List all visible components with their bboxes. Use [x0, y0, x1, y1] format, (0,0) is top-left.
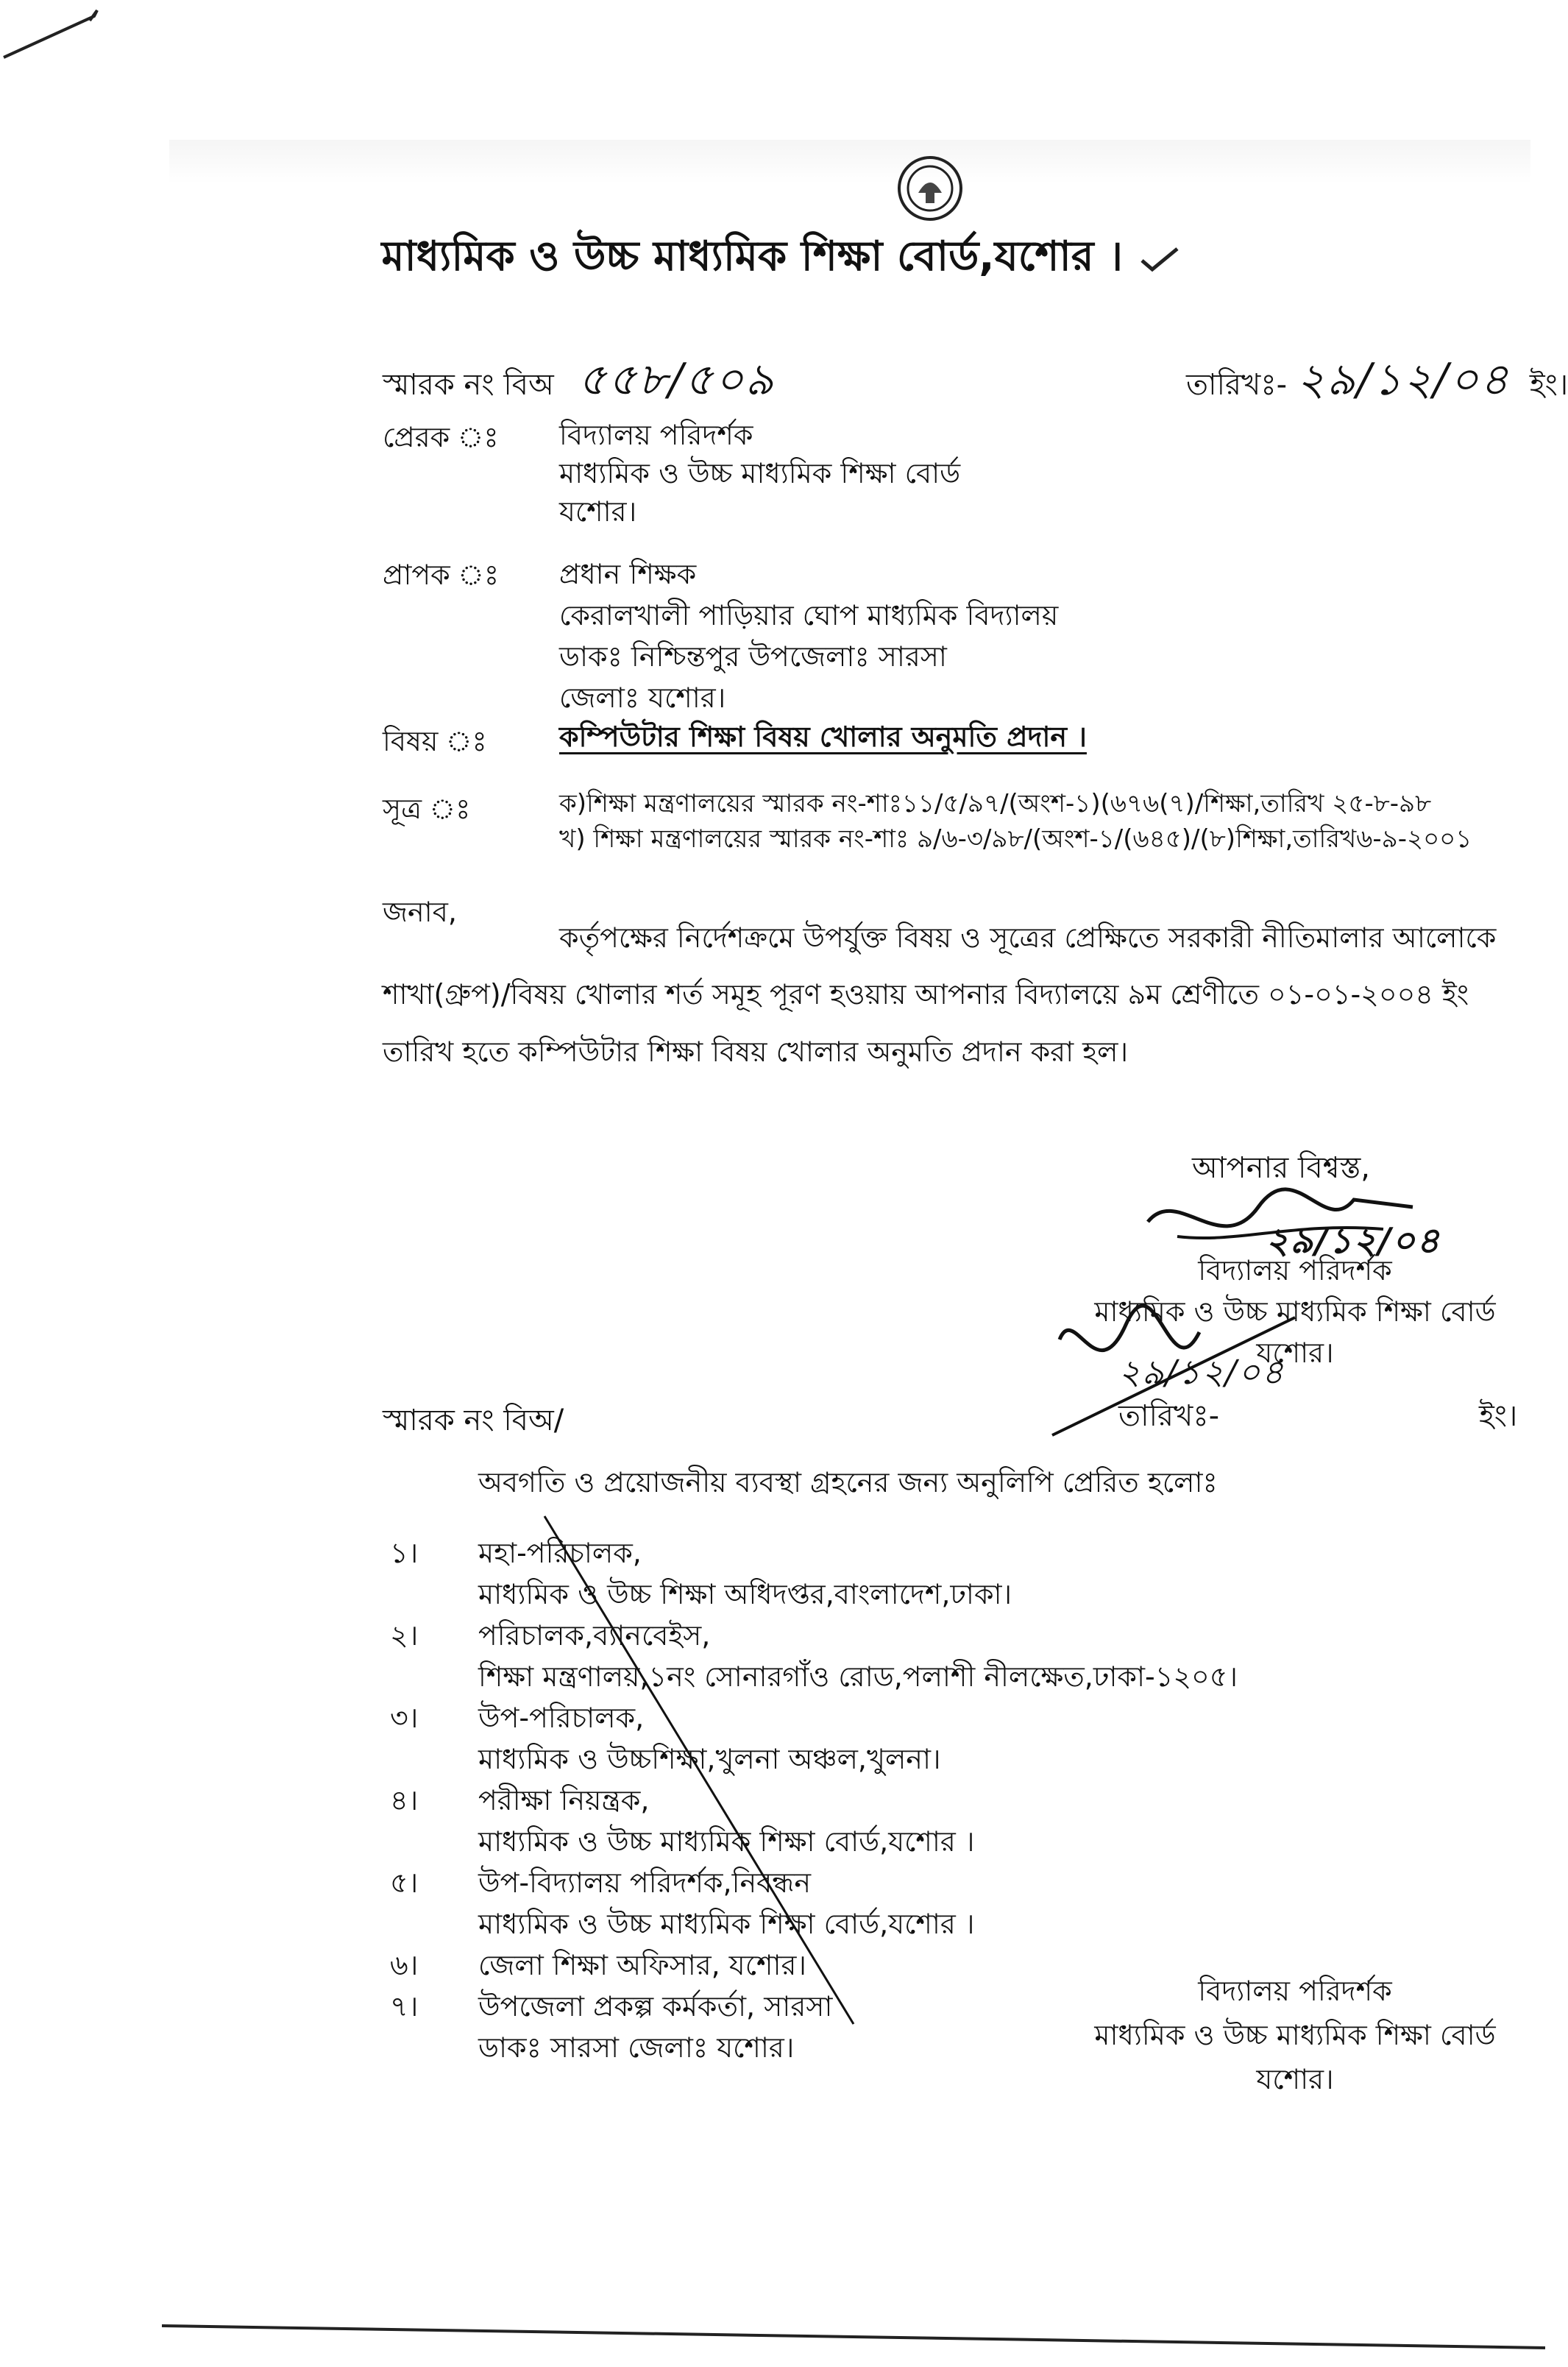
footer-signature-line: যশোর। [1256, 2063, 1334, 2095]
list-num: ৩। [390, 1702, 419, 1734]
list-line1: উপ-বিদ্যালয় পরিদর্শক,নিবন্ধন [478, 1867, 812, 1899]
letterhead-title: মাধ্যমিক ও উচ্চ মাধ্যমিক শিক্ষা বোর্ড,যশোর । [0, 224, 1563, 294]
sender-block [559, 416, 960, 531]
subject-text: কম্পিউটার শিক্ষা বিষয় খোলার অনুমতি প্রদান । [559, 721, 1087, 753]
sender-line: মাধ্যমিক ও উচ্চ মাধ্যমিক শিক্ষা বোর্ড [559, 457, 961, 489]
memo-number-handwritten: ৫৫৮/৫০৯ [578, 354, 776, 406]
strike-line [515, 1509, 883, 2039]
list-line2: মাধ্যমিক ও উচ্চশিক্ষা,খুলনা অঞ্চল,খুলনা। [478, 1743, 941, 1775]
scan-shadow [169, 140, 1530, 184]
list-num: ৭। [390, 1990, 419, 2023]
body-line: তারিখ হতে কম্পিউটার শিক্ষা বিষয় খোলার অনুমতি প্রদান করা হল। [383, 1036, 1129, 1068]
reference-block [559, 786, 1472, 857]
memo-number-row [383, 346, 775, 420]
list-num: ৪। [390, 1784, 419, 1816]
recipient-line: ডাকঃ নিশ্চিন্তপুর উপজেলাঃ সারসা [559, 640, 947, 673]
check-mark-icon [1138, 244, 1182, 274]
list-line2: মাধ্যমিক ও উচ্চ মাধ্যমিক শিক্ষা বোর্ড,যশোর । [478, 1908, 975, 1940]
list-num: ৫। [390, 1867, 419, 1899]
recipient-block [559, 553, 1058, 718]
scan-corner-mark [0, 0, 118, 66]
sender-line: যশোর। [559, 495, 637, 528]
list-num: ১। [390, 1537, 419, 1569]
reference-label: সূত্র ঃ [383, 793, 471, 825]
list-num: ২। [390, 1619, 419, 1652]
list-line1: পরিচালক,ব্যানবেইস, [478, 1619, 711, 1652]
reference-line: খ) শিক্ষা মন্ত্রণালয়ের স্মারক নং-শাঃ ৯/৬-৩/৯৮/(অংশ-১/(৬৪৫)/(৮)শিক্ষা,তারিখ৬-৯-২০০১ [559, 824, 1472, 854]
salutation: জনাব, [383, 896, 457, 928]
subject-label: বিষয় ঃ [383, 725, 487, 757]
copy-date-label: তারিখঃ- [1118, 1399, 1220, 1433]
memo-era: ইং। [1529, 368, 1568, 402]
memo-date-label: তারিখঃ- [1186, 368, 1288, 402]
recipient-line: প্রধান শিক্ষক [559, 558, 697, 590]
memo-date-row [1186, 346, 1568, 420]
recipient-label: প্রাপক ঃ [383, 559, 500, 591]
copy-memo-label: স্মারক নং বিঅ/ [383, 1404, 564, 1437]
signed-date: ২৯/১২/০৪ [1266, 1220, 1441, 1262]
list-line2: মাধ্যমিক ও উচ্চ মাধ্যমিক শিক্ষা বোর্ড,যশোর । [478, 1825, 975, 1858]
board-seal-icon [896, 155, 964, 222]
signature-line: যশোর। [1256, 1337, 1334, 1369]
sender-line: বিদ্যালয় পরিদর্শক [559, 419, 753, 451]
reference-line: ক)শিক্ষা মন্ত্রণালয়ের স্মারক নং-শাঃ১১/৫/৯৭/(অংশ-১)(৬৭৬(৭)/শিক্ষা,তারিখ ২৫-৮-৯৮ [559, 789, 1432, 818]
list-line2: শিক্ষা মন্ত্রণালয়,১নং সোনারগাঁও রোড,পলাশী নীলক্ষেত,ঢাকা-১২০৫। [478, 1660, 1238, 1693]
footer-signature-line: বিদ্যালয় পরিদর্শক [1198, 1975, 1392, 2007]
scan-bottom-edge [162, 2318, 1560, 2355]
memo-label: স্মারক নং বিঅ [383, 368, 554, 402]
list-line1: মহা-পরিচালক, [478, 1537, 642, 1569]
signature-line: মাধ্যমিক ও উচ্চ মাধ্যমিক শিক্ষা বোর্ড [1094, 1295, 1496, 1328]
list-line2: ডাকঃ সারসা জেলাঃ যশোর। [478, 2031, 795, 2064]
recipient-line: কেরালখালী পাড়িয়ার ঘোপ মাধ্যমিক বিদ্যালয় [559, 599, 1059, 631]
list-line1: উপ-পরিচালক, [478, 1702, 645, 1734]
copy-intro: অবগতি ও প্রয়োজনীয় ব্যবস্থা গ্রহনের জন্য অনুলিপি প্রেরিত হলোঃ [478, 1466, 1218, 1499]
closing: আপনার বিশ্বস্ত, [1192, 1151, 1371, 1185]
list-line1: পরীক্ষা নিয়ন্ত্রক, [478, 1784, 650, 1816]
list-line1: উপজেলা প্রকল্প কর্মকর্তা, সারসা [478, 1990, 833, 2023]
list-num: ৬। [390, 1949, 419, 1981]
body-line: কর্তৃপক্ষের নির্দেশক্রমে উপর্যুক্ত বিষয় ও সূত্রের প্রেক্ষিতে সরকারী নীতিমালার আলোকে [559, 921, 1497, 954]
footer-signature-line: মাধ্যমিক ও উচ্চ মাধ্যমিক শিক্ষা বোর্ড [1094, 2019, 1496, 2051]
recipient-line: জেলাঃ যশোর। [559, 682, 726, 714]
sender-label: প্রেরক ঃ [383, 421, 499, 453]
copy-initial-date: ২৯/১২/০৪ [1118, 1352, 1285, 1392]
memo-date-handwritten: ২৯/১২/০৪ [1296, 354, 1511, 406]
list-line1: জেলা শিক্ষা অফিসার, যশোর। [478, 1949, 806, 1981]
body-line: শাখা(গ্রুপ)/বিষয় খোলার শর্ত সমূহ পূরণ হওয়ায় আপনার বিদ্যালয়ে ৯ম শ্রেণীতে ০১-০১-২০০৪ ইং [383, 978, 1469, 1011]
copy-era: ইং। [1479, 1399, 1518, 1433]
signature-line: বিদ্যালয় পরিদর্শক [1198, 1254, 1392, 1287]
list-line2: মাধ্যমিক ও উচ্চ শিক্ষা অধিদপ্তর,বাংলাদেশ,ঢাকা। [478, 1578, 1012, 1610]
footer-signature [1060, 1969, 1530, 2101]
